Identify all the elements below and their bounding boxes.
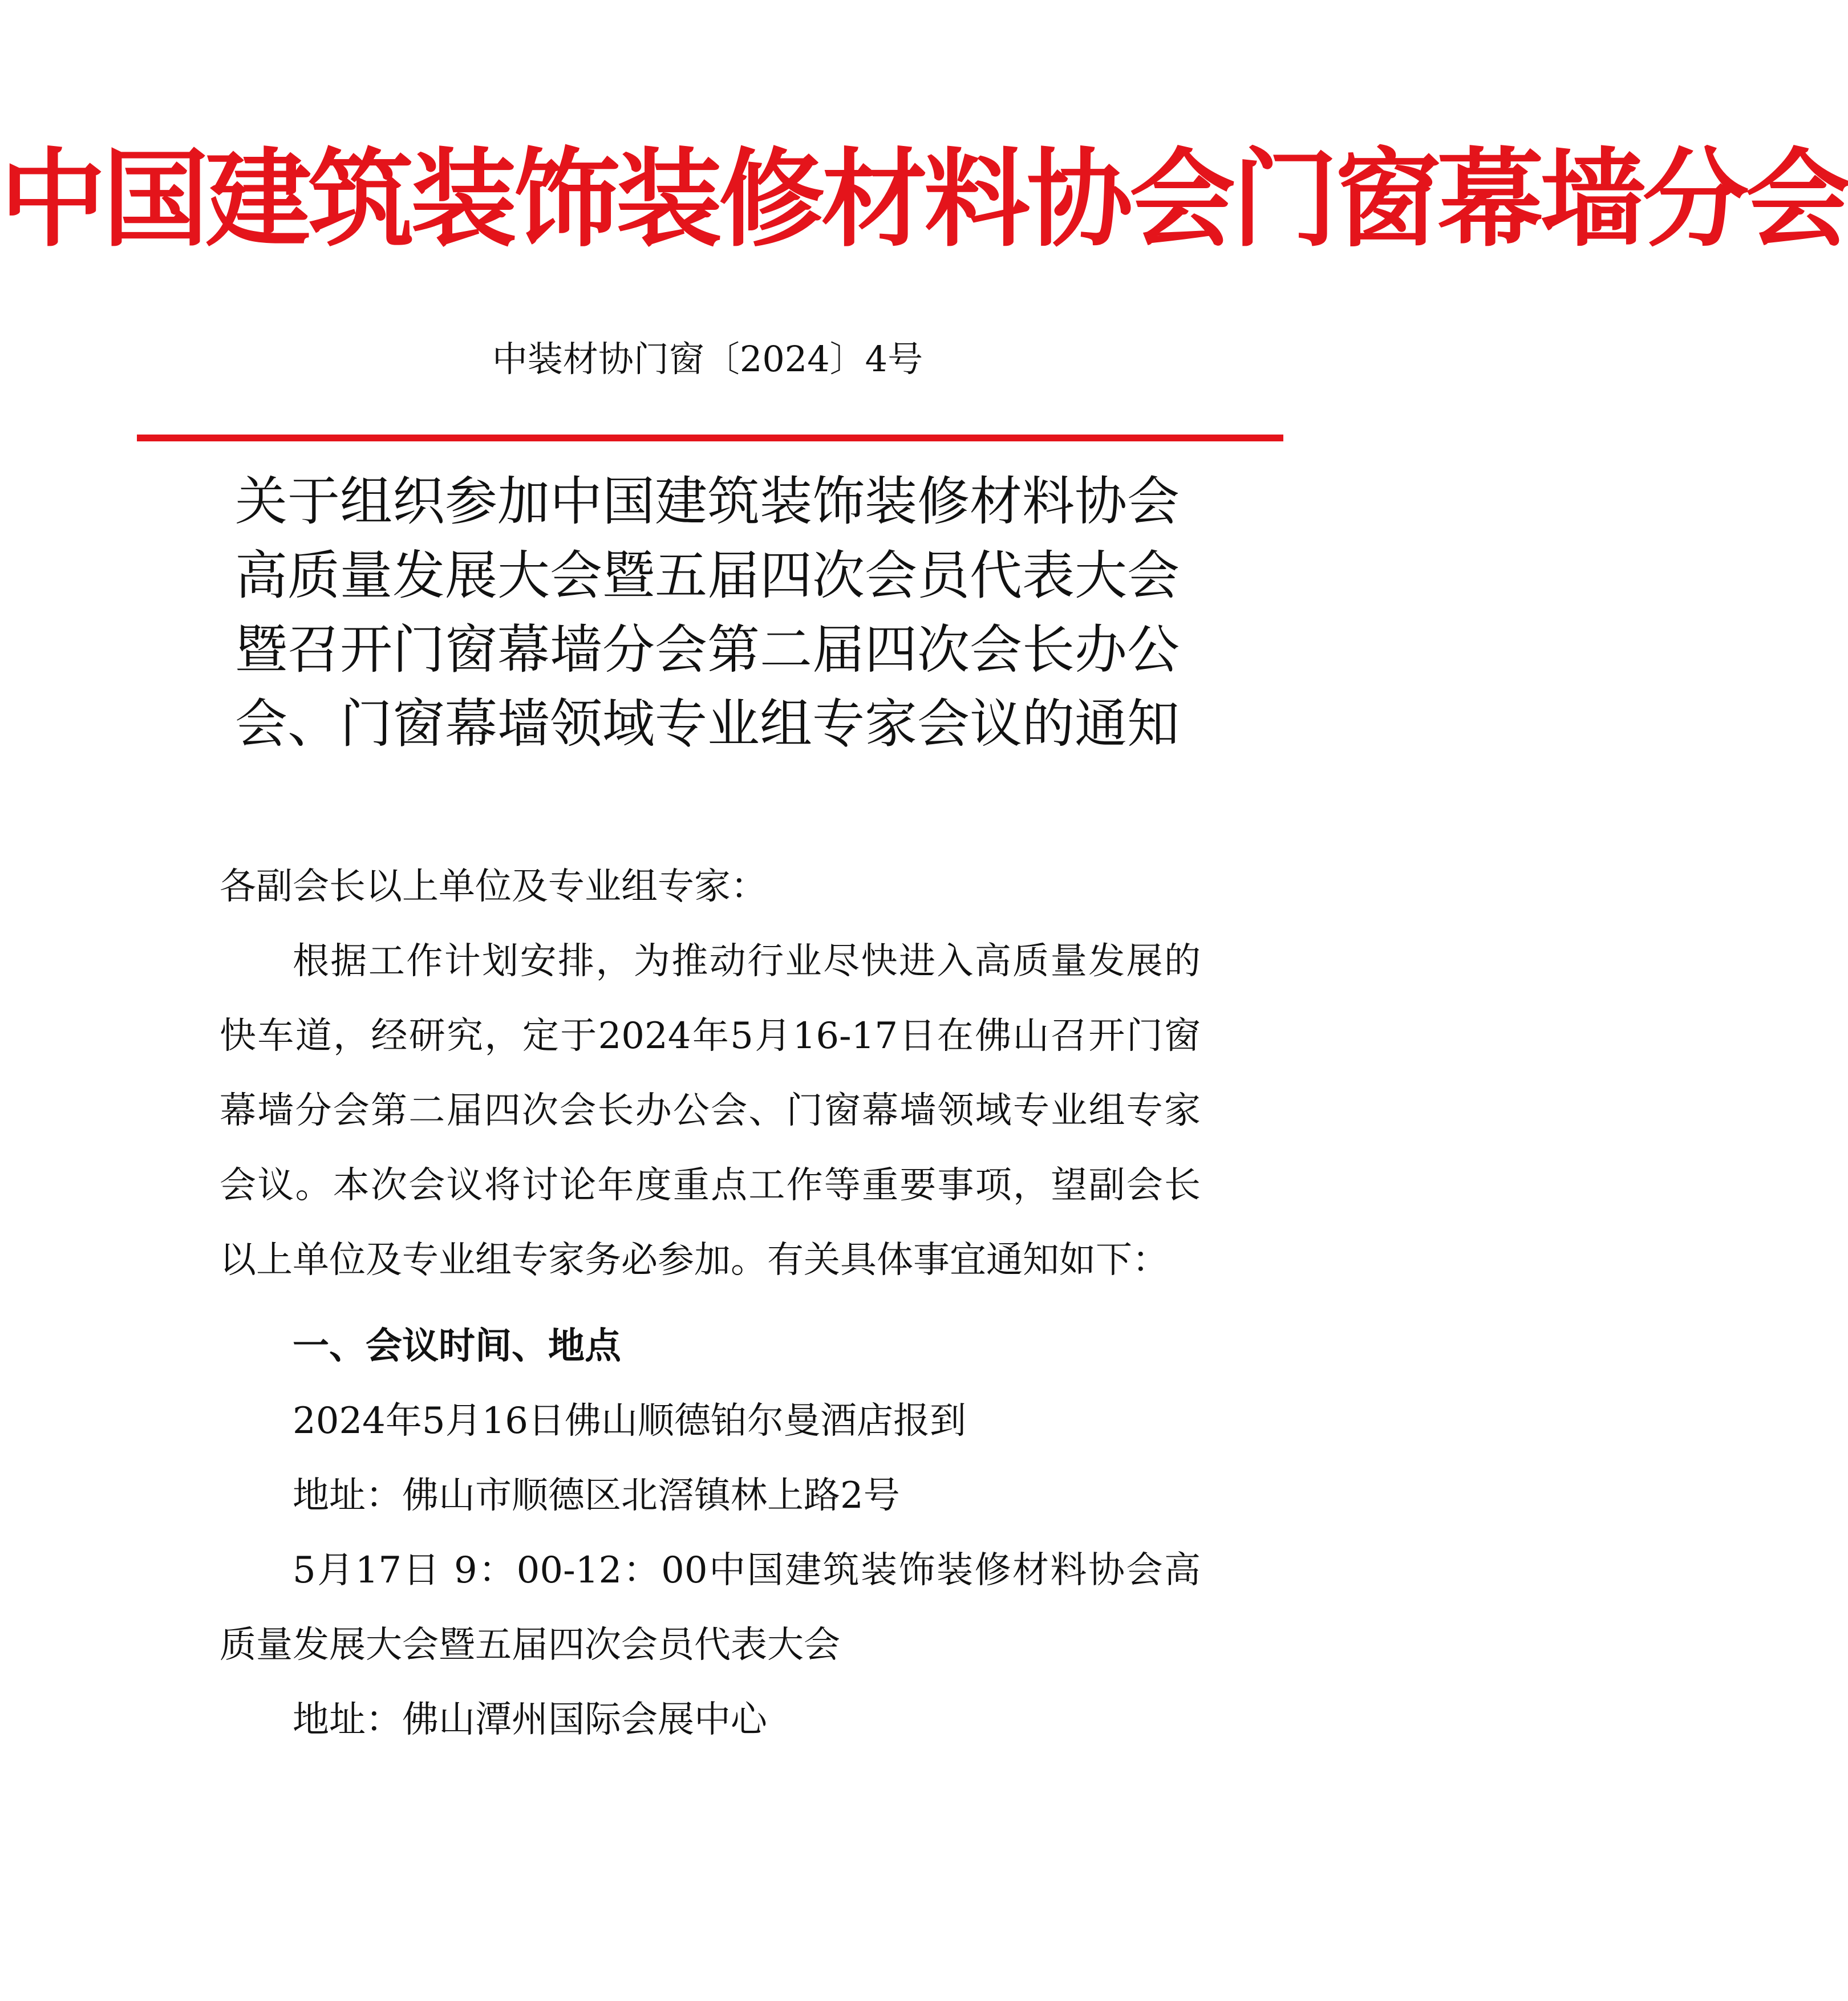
title-line: 会、门窗幕墙领域专业组专家会议的通知 bbox=[234, 693, 1180, 754]
notice-title bbox=[171, 465, 1243, 761]
venue-address: 地址：佛山潭州国际会展中心 bbox=[293, 1699, 767, 1741]
hotel-address: 地址：佛山市顺德区北滘镇林上路2号 bbox=[293, 1475, 900, 1517]
registration-line: 2024年5月16日佛山顺德铂尔曼酒店报到 bbox=[293, 1400, 967, 1442]
notice-body bbox=[220, 850, 1201, 1758]
paragraph-spacer bbox=[220, 1298, 1201, 1309]
conference-schedule: 5月17日 9：00-12：00中国建筑装饰装修材料协会高质量发展大会暨五届四次会员代表大会 bbox=[220, 1549, 1201, 1666]
title-line: 暨召开门窗幕墙分会第二届四次会长办公 bbox=[234, 619, 1180, 680]
letterhead-title: 中国建筑装饰装修材料协会门窗幕墙分会 bbox=[0, 137, 1848, 261]
section-heading: 一、会议时间、地点 bbox=[293, 1325, 621, 1367]
document-number: 中装材协门窗〔2024〕4号 bbox=[492, 338, 923, 380]
red-divider-rule bbox=[137, 435, 1283, 441]
salutation: 各副会长以上单位及专业组专家： bbox=[220, 866, 767, 908]
title-line: 关于组织参加中国建筑装饰装修材料协会 bbox=[234, 471, 1180, 532]
intro-paragraph: 根据工作计划安排，为推动行业尽快进入高质量发展的快车道，经研究，定于2024年5月16-17日在佛山召开门窗幕墙分会第二届四次会长办公会、门窗幕墙领域专业组专家会议。本次会议将讨论年度重点工作等重要事项，望副会长以上单位及专业组专家务必参加。有关具体事宜通知如下： bbox=[220, 940, 1201, 1281]
title-line: 高质量发展大会暨五届四次会员代表大会 bbox=[234, 545, 1180, 606]
